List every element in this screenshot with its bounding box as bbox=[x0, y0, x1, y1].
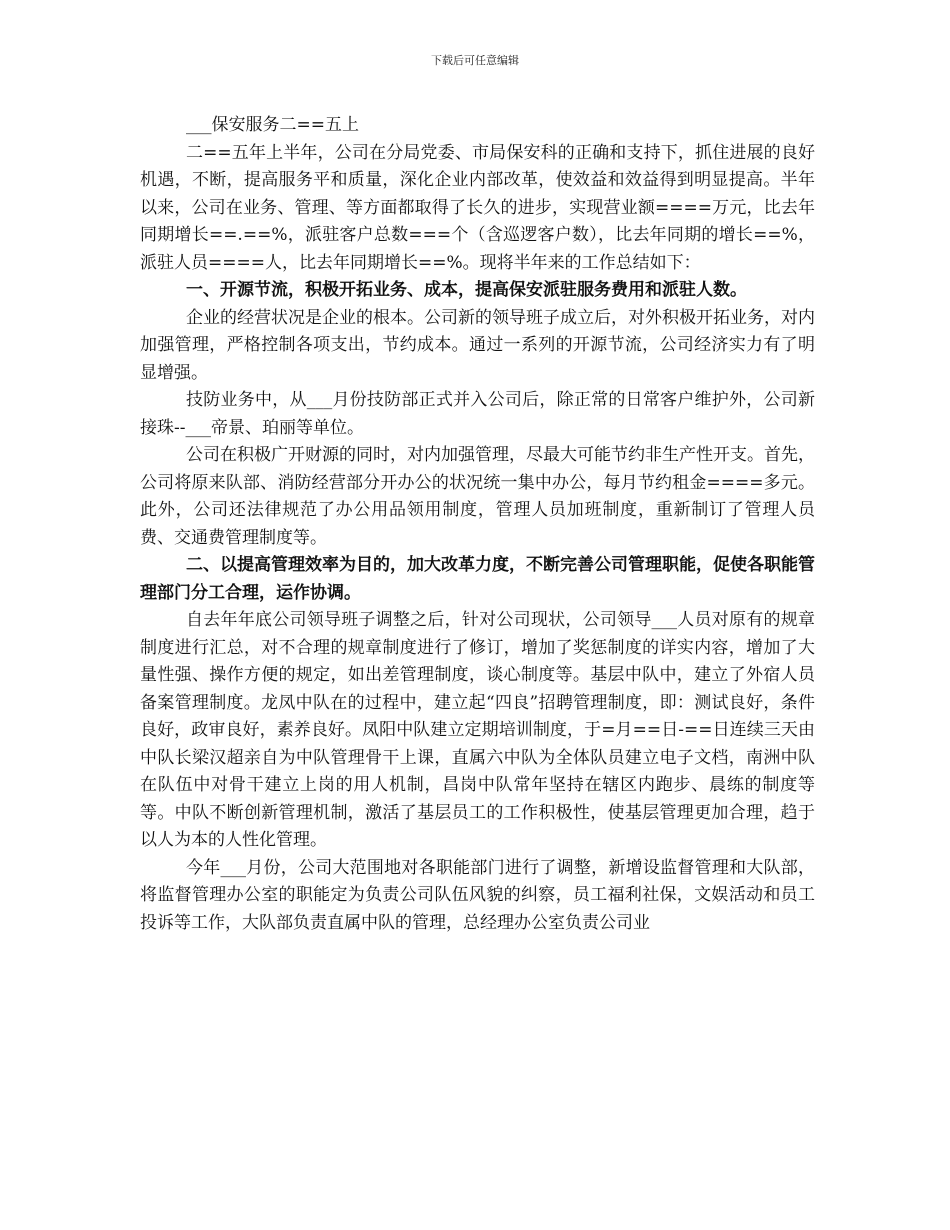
document-body bbox=[140, 112, 815, 937]
section-heading-2: 二、以提高管理效率为目的，加大改革力度，不断完善公司管理职能，促使各职能管理部门分工合理，运作协调。 bbox=[140, 555, 815, 603]
page-header-note: 下载后可任意编辑 bbox=[431, 54, 519, 67]
paragraph-management-reform: 自去年年底公司领导班子调整之后，针对公司现状，公司领导___人员对原有的规章制度进行汇总，对不合理的规章制度进行了修订，增加了奖惩制度的详实内容，增加了大量性强、操作方便的规定，如出差管理制度，谈心制度等。基层中队中，建立了外宿人员备案管理制度。龙凤中队在的过程中，建立起“四良”招聘管理制度，即：测试良好，条件良好，政审良好，素养良好。凤阳中队建立定期培训制度，于=月==日-==日连续三天由中队长梁汉超亲自为中队管理骨干上课，直属六中队为全体队员建立电子文档，南洲中队在队伍中对骨干建立上岗的用人机制，昌岗中队常年坚持在辖区内跑步、晨练的制度等等。中队不断创新管理机制，激活了基层员工的工作积极性，使基层管理更加合理，趋于以人为本的人性化管理。 bbox=[140, 610, 815, 850]
paragraph-tech-defense: 技防业务中，从___月份技防部正式并入公司后，除正常的日常客户维护外，公司新接珠--___帝景、珀丽等单位。 bbox=[140, 390, 815, 438]
paragraph-department-adjustment: 今年___月份，公司大范围地对各职能部门进行了调整，新增设监督管理和大队部，将监督管理办公室的职能定为负责公司队伍风貌的纠察，员工福利社保，文娱活动和员工投诉等工作，大队部负责直属中队的管理，总经理办公室负责公司业 bbox=[140, 857, 815, 933]
paragraph-business-status: 企业的经营状况是企业的根本。公司新的领导班子成立后，对外积极开拓业务，对内加强管理，严格控制各项支出，节约成本。通过一系列的开源节流，公司经济实力有了明显增强。 bbox=[140, 307, 815, 383]
section-heading-1: 一、开源节流，积极开拓业务、成本，提高保安派驻服务费用和派驻人数。 bbox=[186, 280, 747, 300]
document-title: ___保安服务二==五上 bbox=[186, 115, 359, 135]
paragraph-intro: 二==五年上半年，公司在分局党委、市局保安科的正确和支持下，抓住进展的良好机遇，不断，提高服务平和质量，深化企业内部改革，使效益和效益得到明显提高。半年以来，公司在业务、管理、等方面都取得了长久的进步，实现营业额====万元，比去年同期增长==.==%，派驻客户总数===个（含巡逻客户数），比去年同期的增长==%，派驻人员====人，比去年同期增长==%。现将半年来的工作总结如下： bbox=[140, 142, 815, 273]
paragraph-cost-control: 公司在积极广开财源的同时，对内加强管理，尽最大可能节约非生产性开支。首先，公司将原来队部、消防经营部分开办公的状况统一集中办公，每月节约租金====多元。此外，公司还法律规范了办公用品领用制度，管理人员加班制度，重新制订了管理人员费、交通费管理制度等。 bbox=[140, 445, 815, 548]
